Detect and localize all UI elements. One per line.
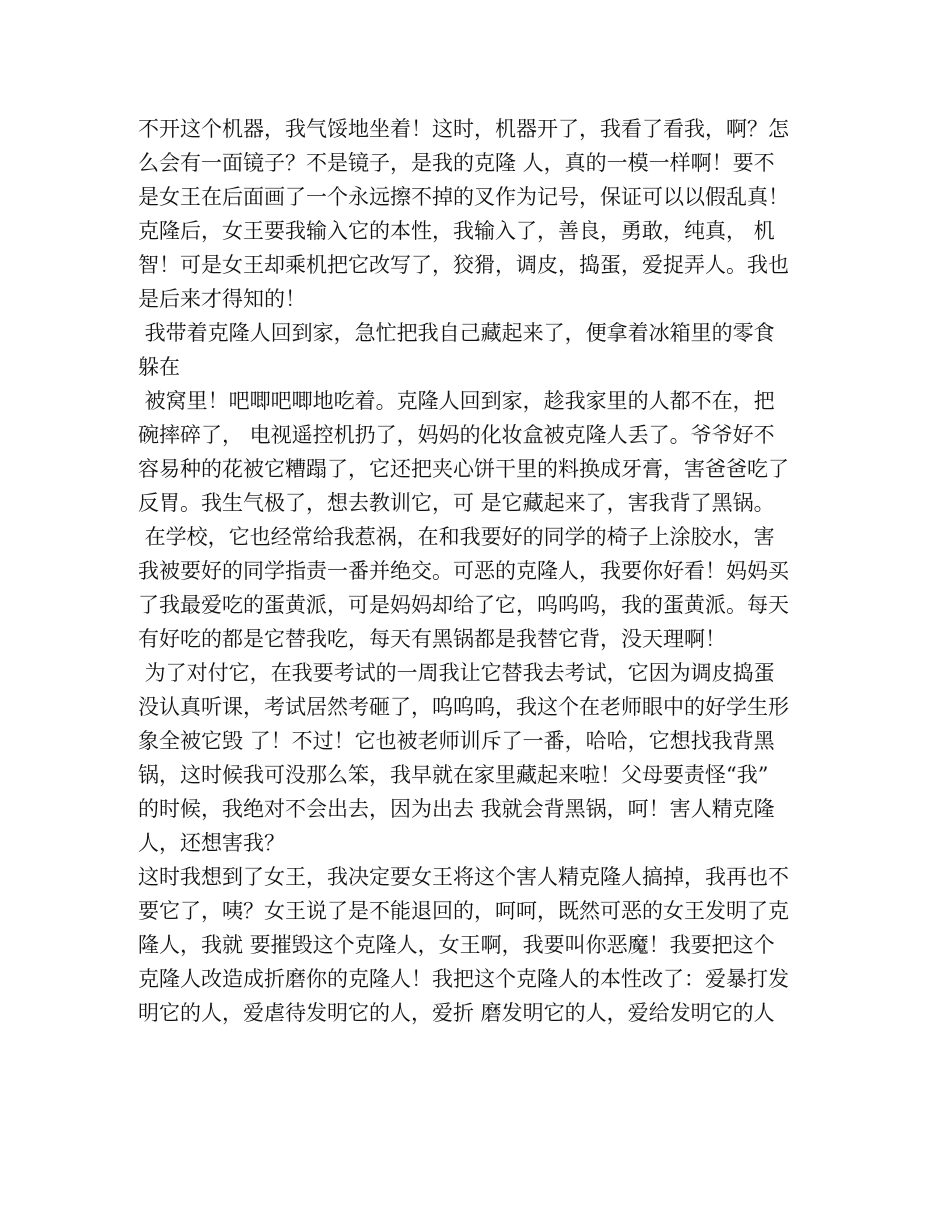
text-line-25: 隆人，我就 要摧毁这个克隆人，女王啊，我要叫你恶魔！我要把这个	[138, 933, 775, 957]
text-line-16: 有好吃的都是它替我吃，每天有黑锅都是我替它背，没天理啊！	[138, 627, 726, 651]
text-line-20: 锅，这时候我可没那么笨，我早就在家里藏起来啦！父母要责怪“我”	[138, 763, 769, 787]
text-line-22: 人，还想害我？	[138, 831, 285, 855]
text-line-26: 克隆人改造成折磨你的克隆人！我把这个克隆人的本性改了：爱暴打发	[138, 967, 789, 991]
text-line-11: 容易种的花被它糟蹋了，它还把夹心饼干里的料换成牙膏，害爸爸吃了	[138, 457, 789, 481]
text-line-18: 没认真听课，考试居然考砸了，呜呜呜，我这个在老师眼中的好学生形	[138, 695, 789, 719]
text-line-10: 碗摔碎了， 电视遥控机扔了，妈妈的化妆盒被克隆人丢了。爷爷好不	[138, 423, 775, 447]
story-text	[138, 112, 818, 1030]
text-line-3: 是女王在后面画了一个永远擦不掉的叉作为记号，保证可以以假乱真！	[138, 185, 789, 209]
text-line-15: 了我最爱吃的蛋黄派，可是妈妈却给了它，呜呜呜，我的蛋黄派。每天	[138, 593, 789, 617]
text-line-14: 我被要好的同学指责一番并绝交。可恶的克隆人，我要你好看！妈妈买	[138, 559, 789, 583]
text-line-9: 被窝里！吧唧吧唧地吃着。克隆人回到家，趁我家里的人都不在，把	[138, 389, 775, 413]
text-line-13: 在学校，它也经常给我惹祸，在和我要好的同学的椅子上涂胶水，害	[138, 525, 775, 549]
text-line-27: 明它的人，爱虐待发明它的人，爱折 磨发明它的人，爱给发明它的人	[138, 1001, 775, 1025]
text-line-17: 为了对付它，在我要考试的一周我让它替我去考试，它因为调皮捣蛋	[138, 661, 775, 685]
text-line-8: 躲在	[138, 355, 180, 379]
text-line-23: 这时我想到了女王，我决定要女王将这个害人精克隆人搞掉，我再也不	[138, 865, 789, 889]
text-line-19: 象全被它毁 了！不过！它也被老师训斥了一番，哈哈，它想找我背黑	[138, 729, 775, 753]
text-line-1: 不开这个机器，我气馁地坐着！这时，机器开了，我看了看我，啊？怎	[138, 117, 789, 141]
text-line-2: 么会有一面镜子？不是镜子，是我的克隆 人，真的一模一样啊！要不	[138, 151, 775, 175]
text-line-5: 智！可是女王却乘机把它改写了，狡猾，调皮，捣蛋，爱捉弄人。我也	[138, 253, 789, 277]
text-line-7: 我带着克隆人回到家，急忙把我自己藏起来了，便拿着冰箱里的零食	[138, 321, 775, 345]
text-line-6: 是后来才得知的！	[138, 287, 306, 311]
text-line-21: 的时候，我绝对不会出去，因为出去 我就会背黑锅，呵！害人精克隆	[138, 797, 775, 821]
text-line-12: 反胃。我生气极了，想去教训它，可 是它藏起来了，害我背了黑锅。	[138, 491, 775, 515]
text-line-24: 要它了，咦？女王说了是不能退回的，呵呵，既然可恶的女王发明了克	[138, 899, 789, 923]
text-line-4: 克隆后，女王要我输入它的本性，我输入了，善良，勇敢，纯真， 机	[138, 219, 775, 243]
